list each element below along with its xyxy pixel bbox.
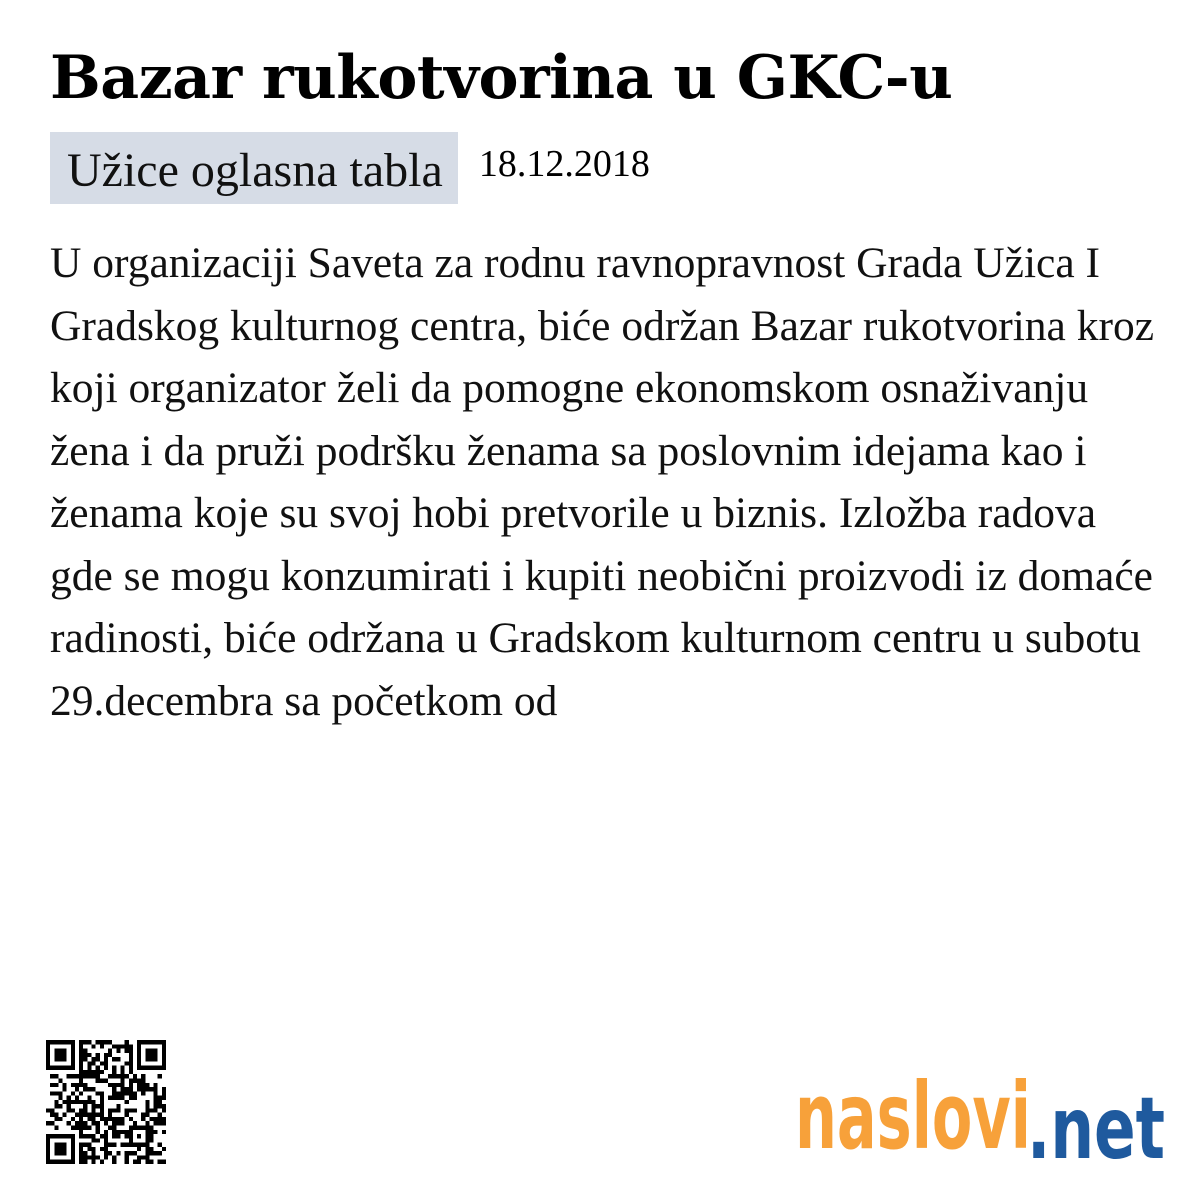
article-meta (50, 132, 650, 204)
logo-wordmark-naslovi: naslovi (795, 1063, 1031, 1170)
qr-code-icon[interactable] (46, 1040, 166, 1164)
source-tag[interactable]: Užice oglasna tabla (50, 132, 458, 204)
article-body: U organizaciji Saveta za rodnu ravnopravnost Grada Užica I Gradskog kulturnog centra, biće održan Bazar rukotvorina kroz koji organizator želi da pomogne ekonomskom osnaživanju žena i da pruži podršku ženama sa poslovnim idejama kao i ženama koje su svoj hobi pretvorile u biznis. Izložba radova gde se mogu konzumirati i kupiti neobični proizvodi iz domaće radinosti, biće održana u Gradskom kulturnom centru u subotu 29.decembra sa početkom od (50, 239, 1155, 725)
publish-date: 18.12.2018 (478, 143, 650, 185)
article-title: Bazar rukotvorina u GKC-u (50, 43, 953, 113)
logo-wordmark-net: .net (1027, 1079, 1165, 1170)
naslovi-logo[interactable] (795, 1062, 1167, 1170)
